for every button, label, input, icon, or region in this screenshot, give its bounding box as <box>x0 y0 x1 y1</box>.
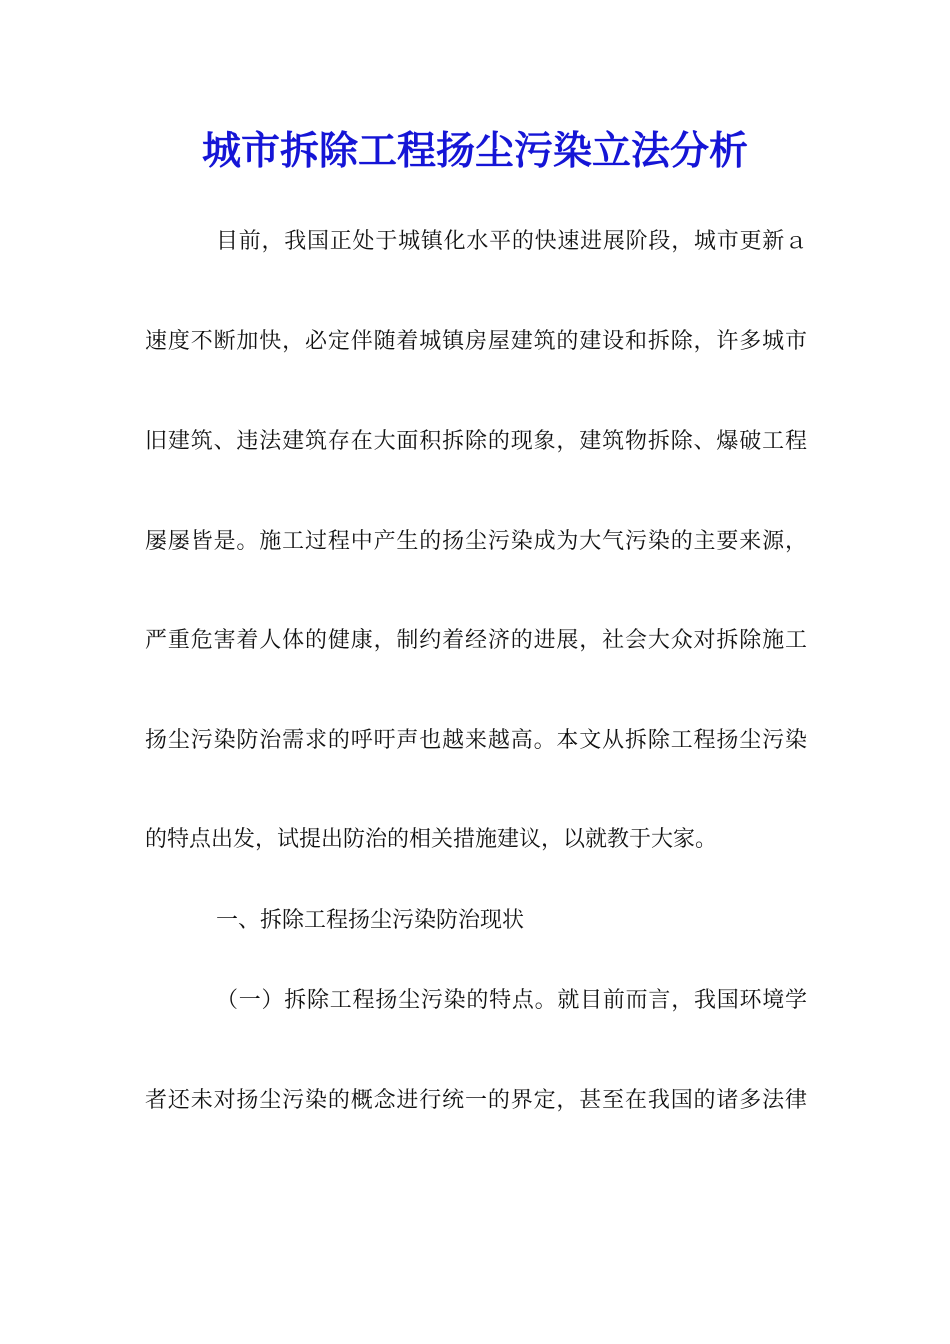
paragraph-line: 扬尘污染防治需求的呼吁声也越来越高。本文从拆除工程扬尘污染 <box>145 728 807 753</box>
paragraph-line: 的特点出发，试提出防治的相关措施建议，以就教于大家。 <box>145 827 718 852</box>
paragraph-line: （一）拆除工程扬尘污染的特点。就目前而言，我国环境学 <box>216 988 807 1013</box>
paragraph-line: 屡屡皆是。施工过程中产生的扬尘污染成为大气污染的主要来源， <box>145 529 807 554</box>
paragraph-line: 速度不断加快，必定伴随着城镇房屋建筑的建设和拆除，许多城市 <box>145 329 807 354</box>
paragraph-line: 目前，我国正处于城镇化水平的快速进展阶段，城市更新ａ <box>216 229 807 254</box>
section-heading: 一、拆除工程扬尘污染防治现状 <box>216 908 525 933</box>
paragraph-line: 者还未对扬尘污染的概念进行统一的界定，甚至在我国的诸多法律 <box>145 1088 807 1113</box>
paragraph-line: 旧建筑、违法建筑存在大面积拆除的现象，建筑物拆除、爆破工程 <box>145 429 807 454</box>
document-title: 城市拆除工程扬尘污染立法分析 <box>201 128 748 174</box>
paragraph-line: 严重危害着人体的健康，制约着经济的进展，社会大众对拆除施工 <box>145 628 807 653</box>
